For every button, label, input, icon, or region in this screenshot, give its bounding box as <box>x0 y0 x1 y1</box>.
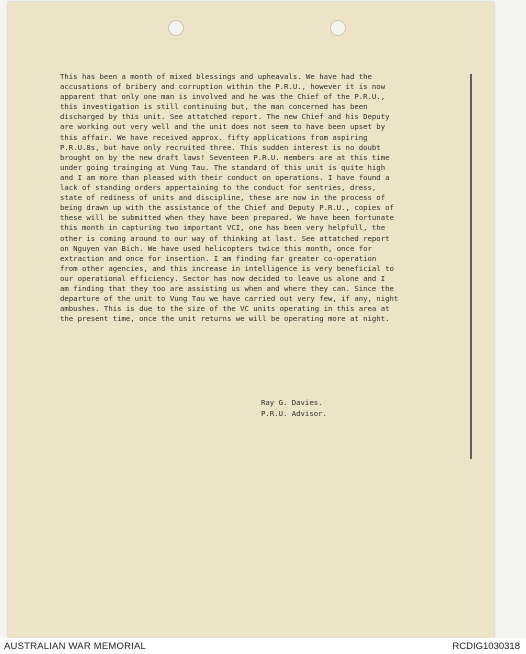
punch-hole-right <box>330 20 346 36</box>
body-line: am finding that they too are assisting us when and where they can. Since the <box>60 283 394 293</box>
body-line: discharged by this unit. See attatched report. The new Chief and his Deputy <box>60 112 390 122</box>
body-line: are working out very well and the unit does not seem to have been upset by <box>60 122 386 132</box>
body-line: this investigation is still continuing but, the man concerned has been <box>60 102 368 112</box>
body-line: our operational efficiency. Sector has now decided to leave us alone and I <box>60 273 386 283</box>
punch-hole-left <box>168 20 184 36</box>
body-line: accusations of bribery and corruption within the P.R.U., however it is now <box>60 82 386 92</box>
body-line: brought on by the new draft laws! Seventeen P.R.U. members are at this time <box>60 152 390 162</box>
archive-footer <box>0 638 526 654</box>
signature-name: Ray G. Davies. <box>261 398 323 407</box>
body-line: and I am more than pleased with their conduct on operations. I have found a <box>60 172 390 182</box>
body-line: from other agencies, and this increase in intelligence is very beneficial to <box>60 263 394 273</box>
body-line: this month in capturing two important VCI, one has been very helpfull, the <box>60 223 386 233</box>
body-line: these will be submitted when they have been prepared. We have been fortunate <box>60 213 394 223</box>
signature-block <box>261 398 327 419</box>
body-line: This has been a month of mixed blessings and upheavals. We have had the <box>60 72 372 81</box>
body-line: state of rediness of units and discipline, these are now in the process of <box>60 193 386 203</box>
body-line: P.R.U.8s, but have only recruited three. This sudden interest is no doubt <box>60 142 381 152</box>
signature-title: P.R.U. Advisor. <box>261 408 327 418</box>
report-body <box>60 72 455 324</box>
body-line: departure of the unit to Vung Tau we have carried out very few, if any, night <box>60 294 399 304</box>
body-line: under going trainging at Vung Tau. The standard of this unit is quite high <box>60 162 386 172</box>
body-line: this affair. We have received approx. fifty applications from aspiring <box>60 132 368 142</box>
archive-reference: RCDIG1030318 <box>452 641 520 652</box>
body-line: apparent that only one man is involved and he was the Chief of the P.R.U., <box>60 92 386 102</box>
body-line: being drawn up with the assistance of the Chief and Deputy P.R.U., copies of <box>60 203 394 213</box>
body-line: lack of standing orders appertaining to the conduct for sentries, dress, <box>60 183 377 193</box>
archive-name: AUSTRALIAN WAR MEMORIAL <box>4 641 147 652</box>
body-line: extraction and once for insertion. I am finding far greater co-operation <box>60 253 377 263</box>
document-page <box>8 2 494 638</box>
margin-line <box>470 74 472 459</box>
body-line: ambushes. This is due to the size of the VC units operating in this area at <box>60 304 390 314</box>
body-line: the present time, once the unit returns we will be operating more at night. <box>60 314 390 324</box>
body-line: on Nguyen van Bich. We have used helicopters twice this month, once for <box>60 243 372 253</box>
body-line: other is coming around to our way of thinking at last. See attatched report <box>60 233 390 243</box>
